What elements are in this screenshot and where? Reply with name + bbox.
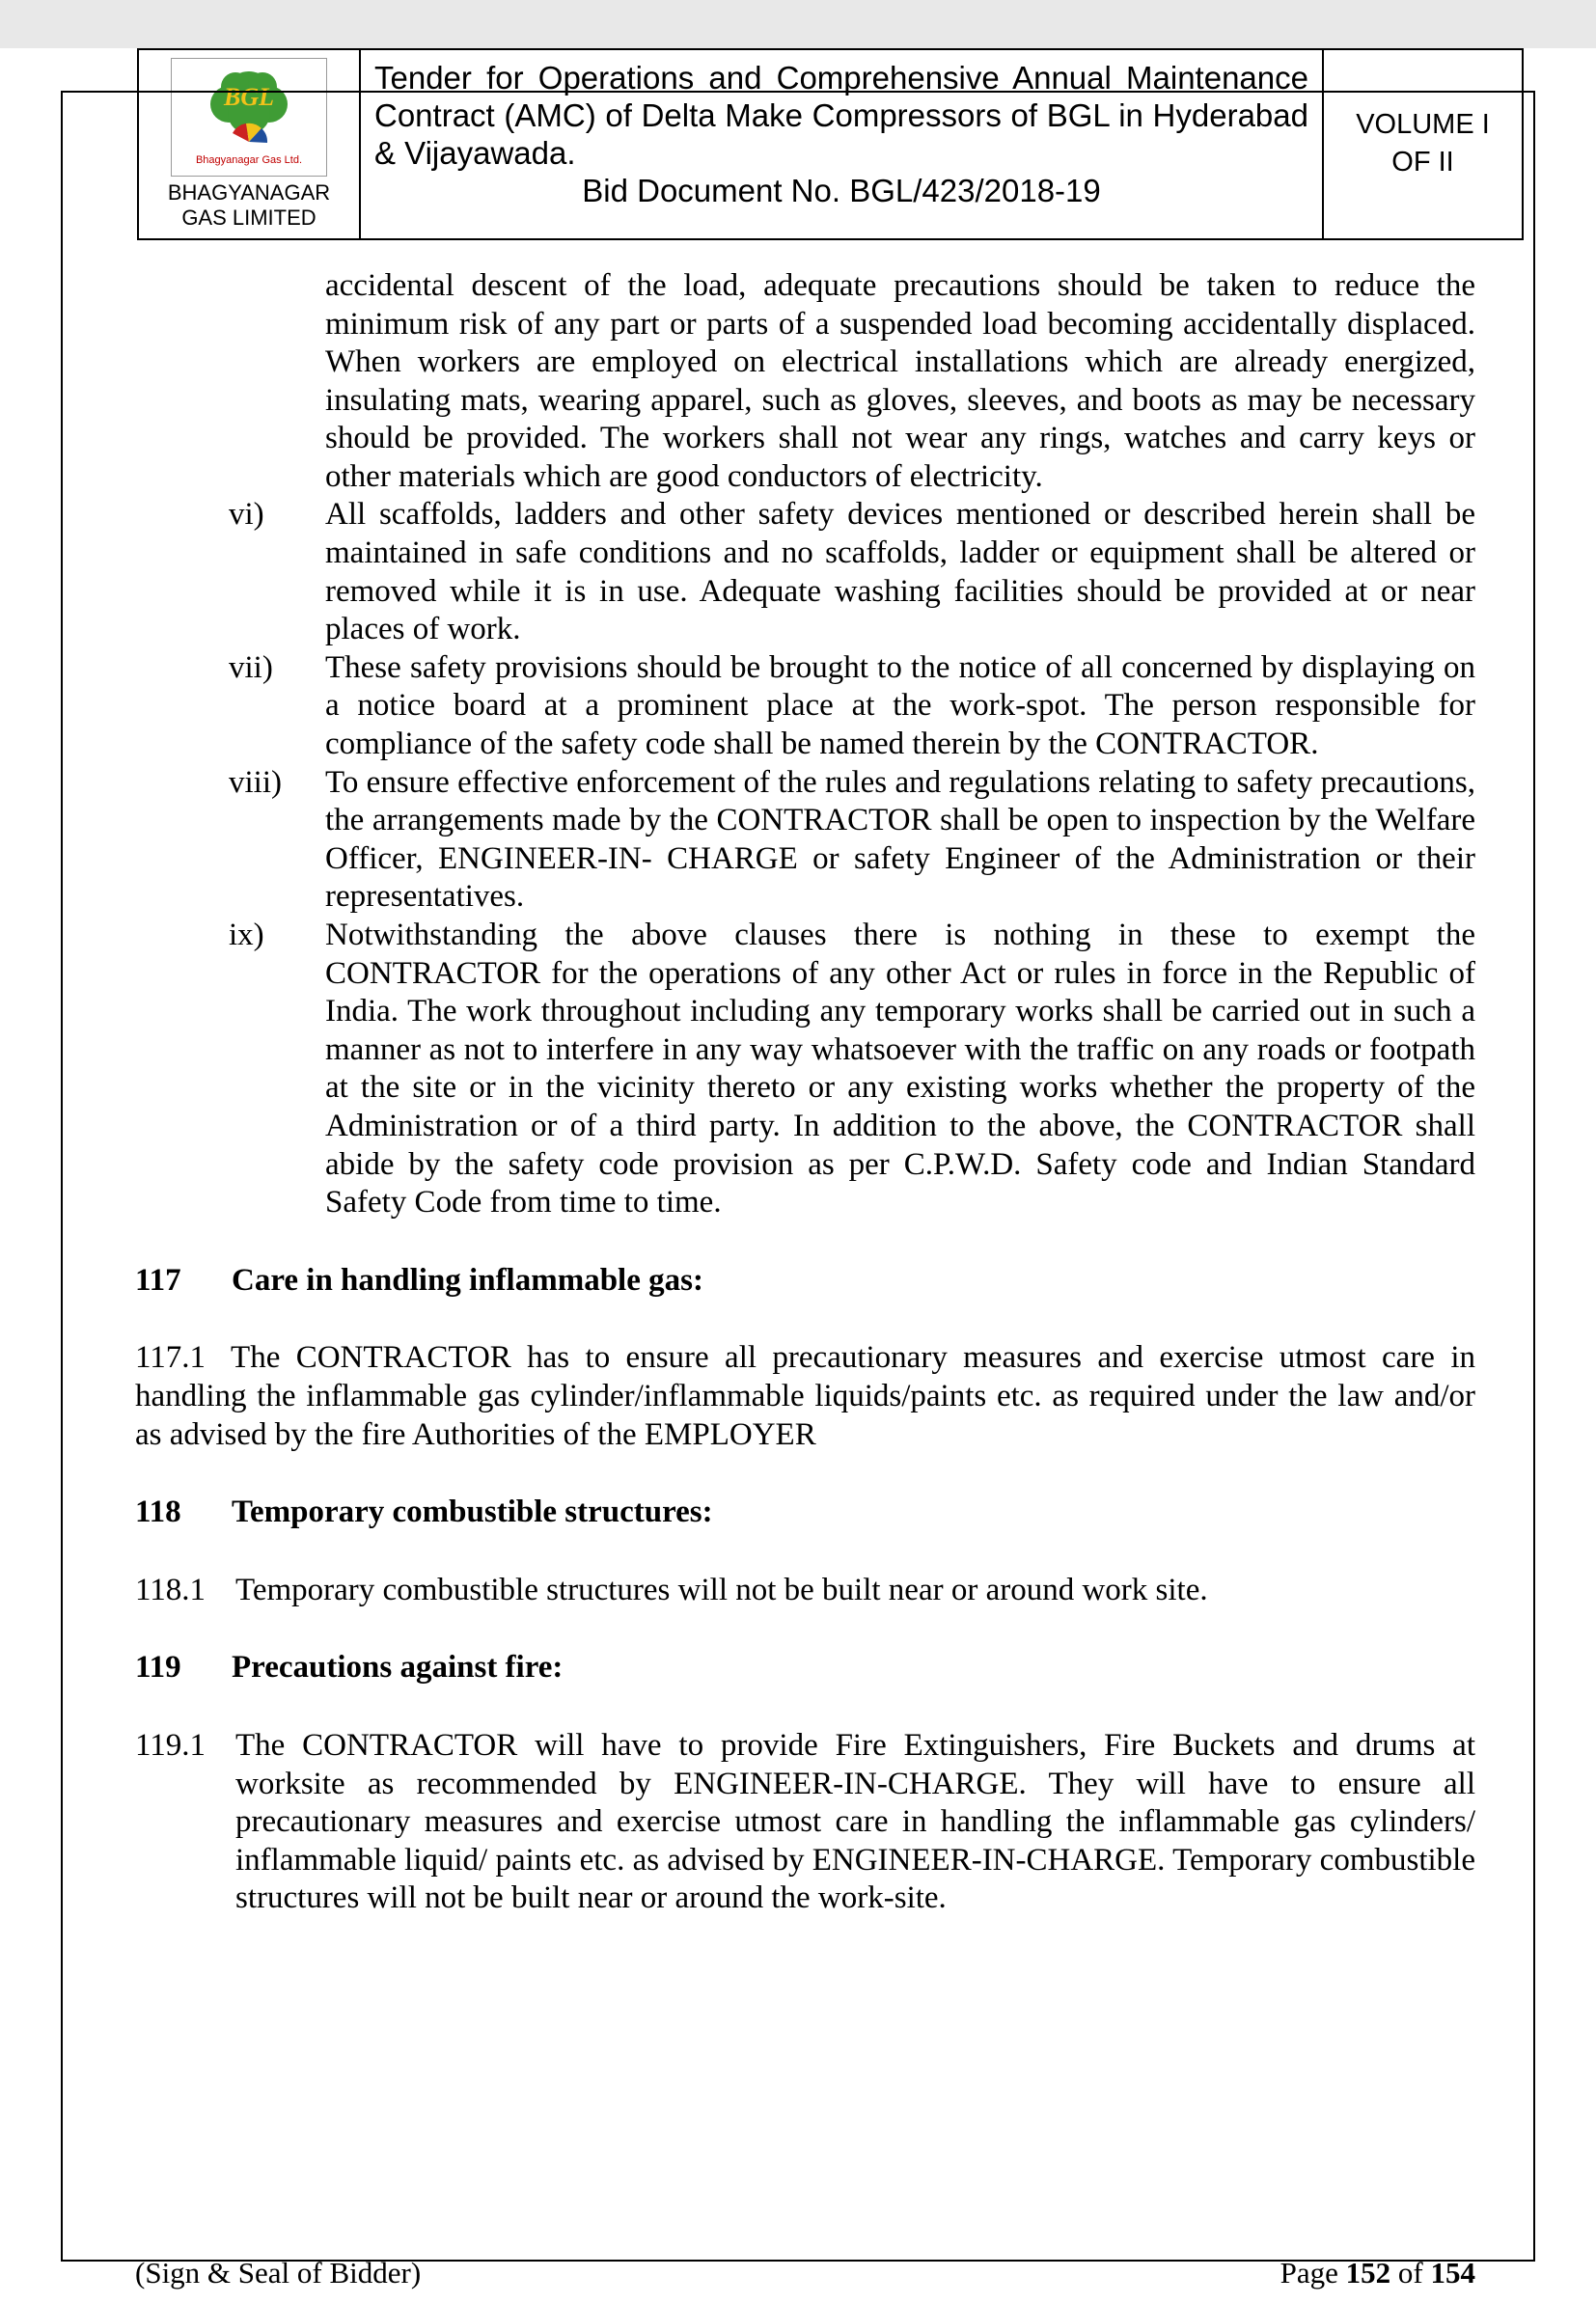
- page-word: Page: [1280, 2256, 1338, 2290]
- clause-number: 117.1: [135, 1340, 206, 1376]
- section-title: Precautions against fire:: [232, 1650, 564, 1686]
- section-number: 119: [135, 1650, 181, 1686]
- of-word: of: [1397, 2256, 1423, 2290]
- list-marker: vii): [229, 649, 273, 685]
- bid-document-number: Bid Document No. BGL/423/2018-19: [582, 172, 1101, 208]
- page-total: 154: [1430, 2256, 1475, 2290]
- volume-line2: OF II: [1391, 147, 1454, 178]
- list-text: To ensure effective enforcement of the rules and regulations relating to safety precautions, the arrangements made by the CONTRACTOR shall be open to inspection by the Welfare Officer, ENGINEER-IN- CHARGE or safety Engineer of the Administration or their representatives.: [325, 764, 1475, 915]
- list-marker: viii): [229, 764, 282, 800]
- clause-number: 118.1: [135, 1572, 206, 1607]
- clause-text: The CONTRACTOR will have to provide Fire Extinguishers, Fire Buckets and drums at worksite as recommended by ENGINEER-IN-CHARGE. They will have to ensure all precautionary measures and exercise utmost care in handling the inflammable gas cylinders/ inflammable liquid/ paints etc. as advised by ENGINEER-IN-CHARGE. Temporary combustible structures will not be built near or around the work-site.: [235, 1727, 1475, 1916]
- section-title: Care in handling inflammable gas:: [232, 1262, 703, 1298]
- tender-title: Tender for Operations and Comprehensive Annual Maintenance Contract (AMC) of Delta Make Compressors of BGL in Hyderabad & Vijayawada.: [374, 60, 1308, 171]
- list-text: All scaffolds, ladders and other safety devices mentioned or described herein shall be maintained in safe conditions and no scaffolds, ladder or equipment shall be altered or removed while it is in use. Adequate washing facilities should be provided at or near places of work.: [325, 497, 1475, 647]
- document-page: [0, 48, 1596, 2304]
- clause-text: The CONTRACTOR has to ensure all precautionary measures and exercise utmost care in handling the inflammable gas cylinder/inflammable liquids/paints etc. as required under the law and/or as advised by the fire Authorities of the EMPLOYER: [135, 1340, 1475, 1452]
- section-number: 117: [135, 1262, 181, 1298]
- logo-caption: Bhagyanagar Gas Ltd.: [195, 154, 303, 166]
- list-text: Notwithstanding the above clauses there is nothing in these to exempt the CONTRACTOR for the operations of any other Act or rules in force in the Republic of India. The work throughout including any temporary works shall be carried out in such a manner as not to interfere in any way whatsoever with the traffic on any roads or footpath at the site or in the vicinity thereto or any existing works whether the property of the Administration or of a third party. In addition to the above, the CONTRACTOR shall abide by the safety code provision as per C.P.W.D. Safety code and Indian Standard Safety Code from time to time.: [325, 918, 1475, 1221]
- footer: [135, 2256, 1475, 2290]
- org-name: BHAGYANAGAR GAS LIMITED: [167, 180, 331, 230]
- page-indicator: [1280, 2256, 1475, 2290]
- volume-line1: VOLUME I: [1356, 109, 1490, 141]
- list-marker: vi): [229, 497, 264, 533]
- section-number: 118: [135, 1495, 181, 1530]
- list-text: These safety provisions should be brought to the notice of all concerned by displaying on a notice board at a prominent place at the work-spot. The person responsible for compliance of the safety code shall be named therein by the CONTRACTOR.: [325, 649, 1475, 762]
- page-current: 152: [1345, 2256, 1391, 2290]
- intro-paragraph: accidental descent of the load, adequate precautions should be taken to reduce the minimum risk of any part or parts of a suspended load becoming accidentally displaced. When workers are employed on electrical installations which are already energized, insulating mats, wearing apparel, such as gloves, sleeves, and boots as may be necessary should be provided. The workers shall not wear any rings, watches and carry keys or other materials which are good conductors of electricity.: [325, 267, 1475, 494]
- section-title: Temporary combustible structures:: [232, 1495, 713, 1530]
- clause-text: Temporary combustible structures will not be built near or around work site.: [235, 1572, 1208, 1607]
- logo-monogram: BGL: [224, 83, 274, 111]
- list-marker: ix): [229, 918, 264, 952]
- sign-seal-label: (Sign & Seal of Bidder): [135, 2256, 422, 2290]
- clause-number: 119.1: [135, 1727, 206, 1763]
- page-border: [61, 91, 1535, 2262]
